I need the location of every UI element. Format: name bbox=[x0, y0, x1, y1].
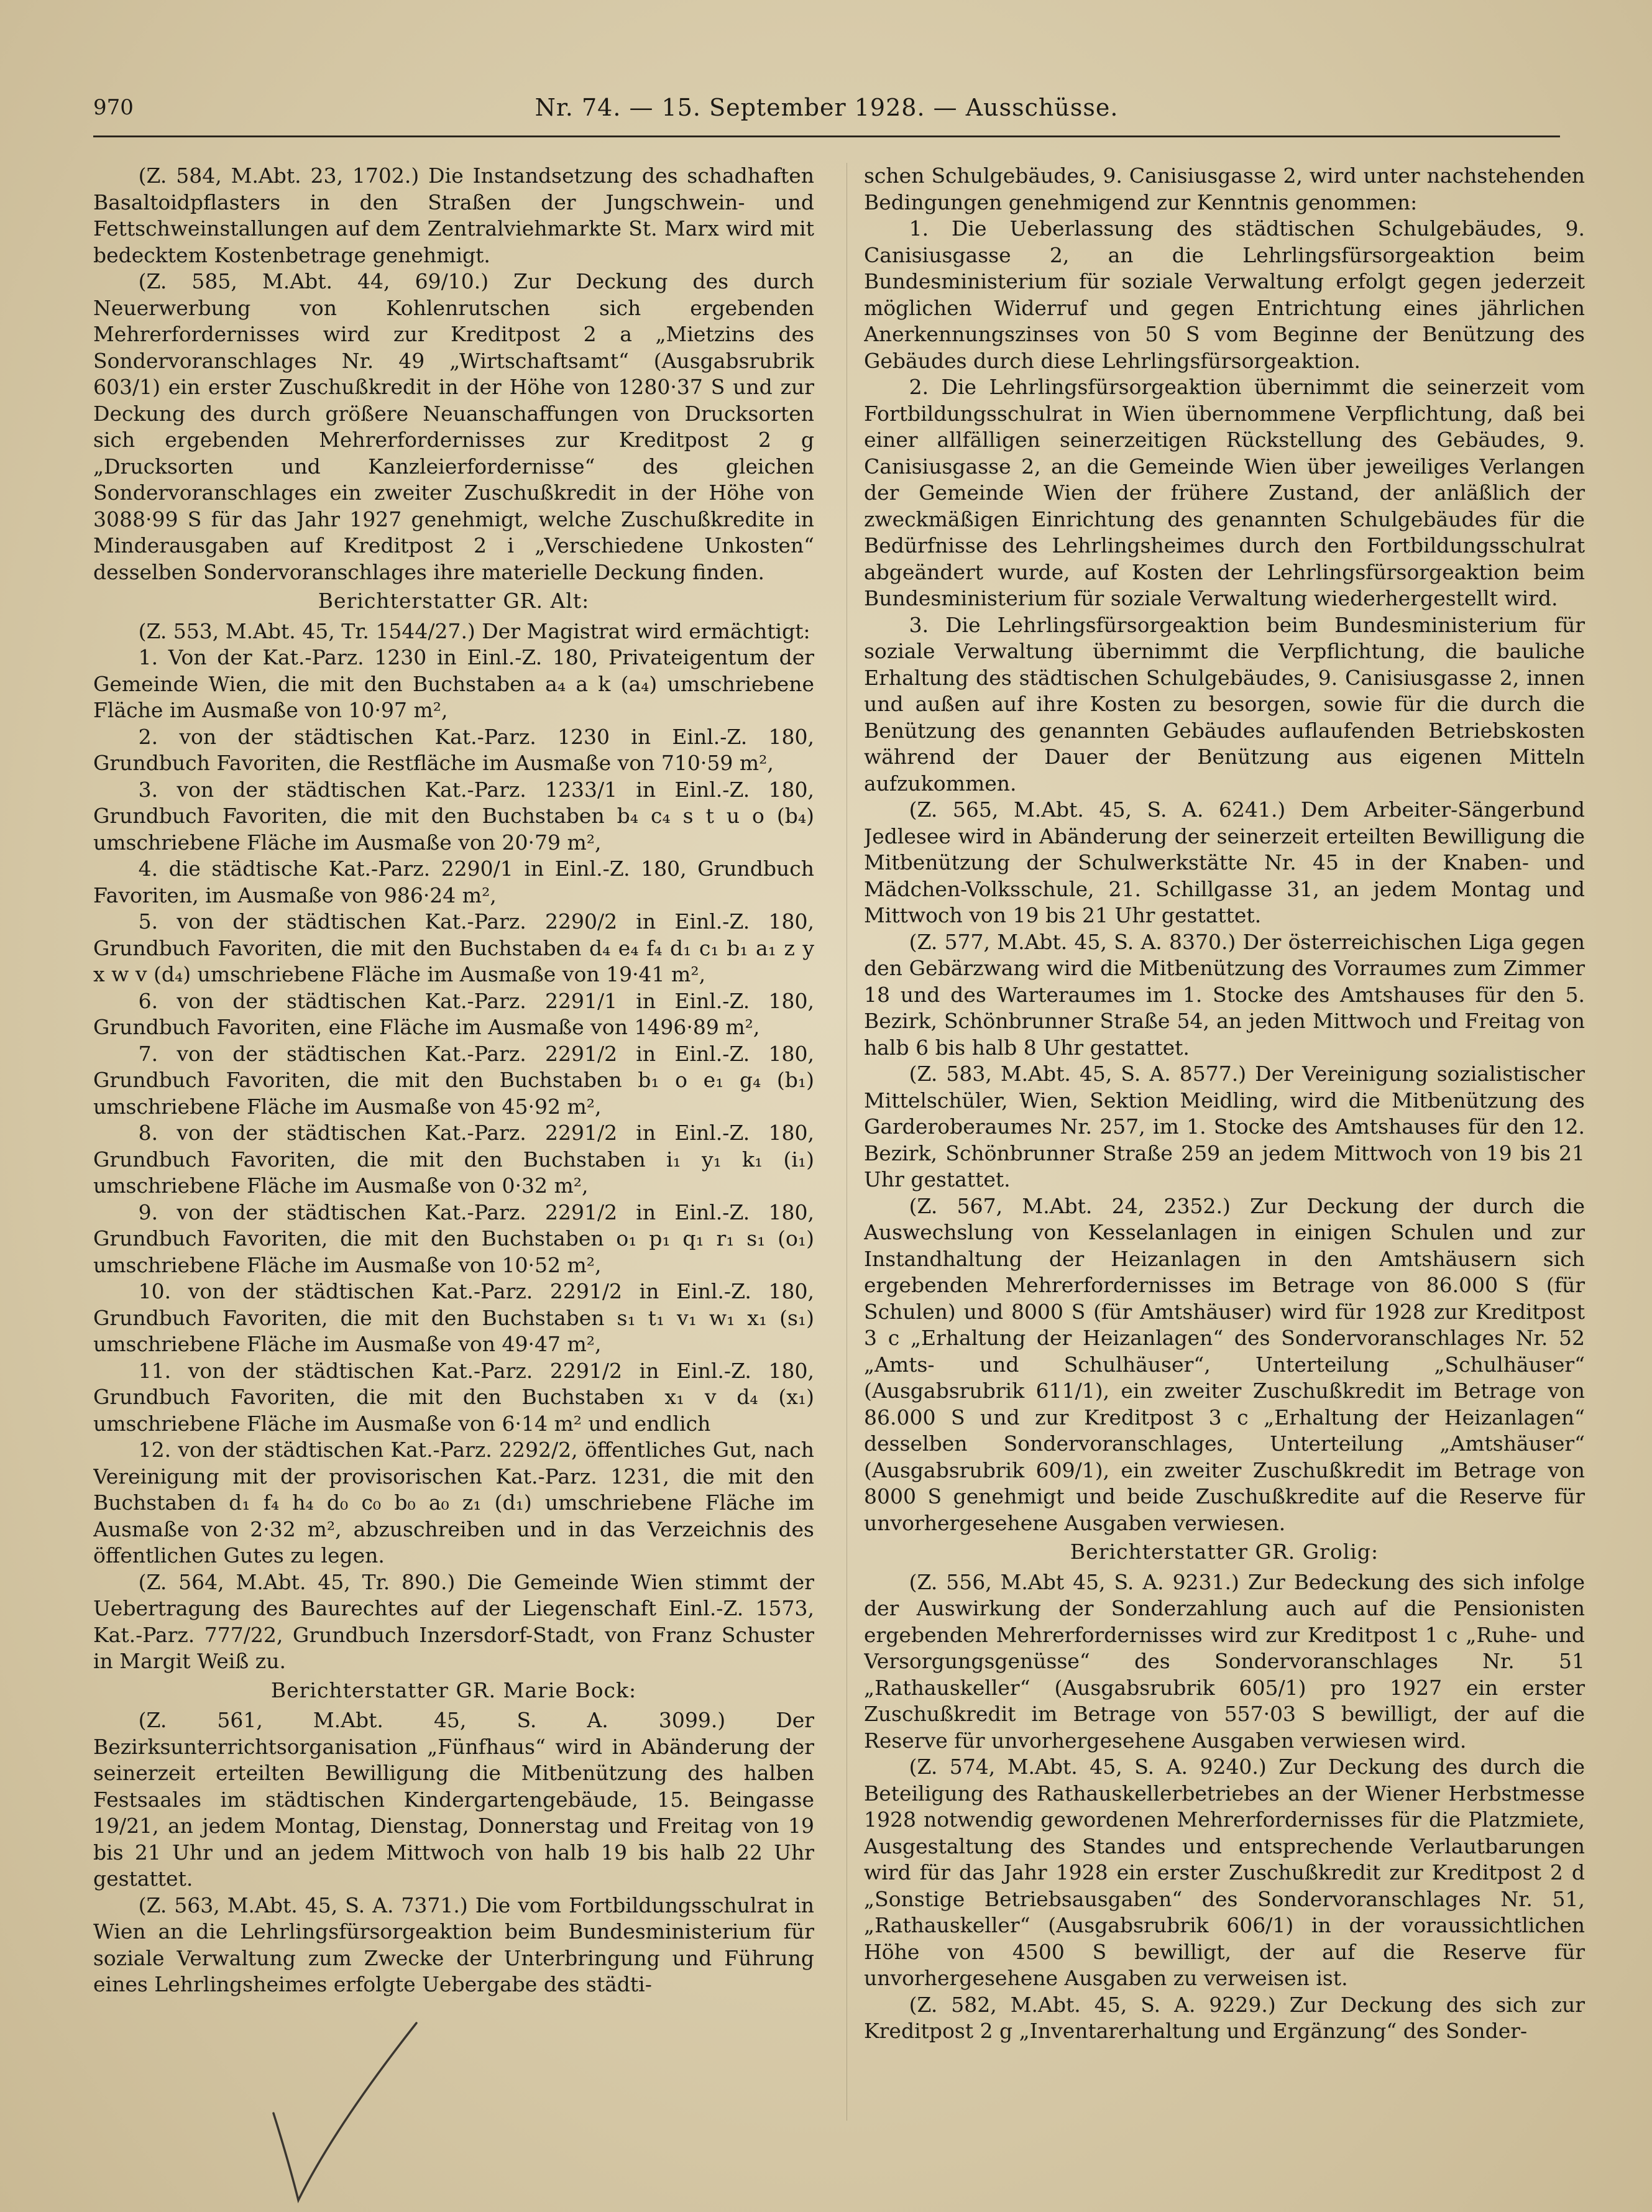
paragraph: (Z. 574, M.Abt. 45, S. A. 9240.) Zur Deckung des durch die Beteiligung des Rathauskellerbetriebes an der Wiener Herbstmesse 1928 notwendig gewordenen Mehrerfordernisses für die Platzmiete, Ausgestaltung des Standes und entsprechende Verlautbarungen wird für das Jahr 1928 ein erster Zuschußkredit zur Kreditpost 2 d „Sonstige Betriebsausgaben“ des Sondervoranschlages Nr. 51, „Rathauskeller“ (Ausgabsrubrik 606/1) in der voraussichtlichen Höhe von 4500 S bewilligt, der auf die Reserve für unvorhergesehene Ausgaben zu verweisen ist. bbox=[864, 1755, 1585, 1990]
page-number: 970 bbox=[93, 95, 134, 120]
paragraph: (Z. 583, M.Abt. 45, S. A. 8577.) Der Vereinigung sozialistischer Mittelschüler, Wien, Sektion Meidling, wird die Mitbenützung des Garderoberaumes Nr. 257, im 1. Stocke des Amtshauses für den 12. Bezirk, Schönbrunner Straße 259 an jedem Mittwoch von 19 bis 21 Uhr gestattet. bbox=[864, 1062, 1585, 1191]
paragraph: (Z. 556, M.Abt 45, S. A. 9231.) Zur Bedeckung des sich infolge der Auswirkung der Sonderzahlung auch auf die Pensionisten ergebenden Mehrerfordernisses wird zur Kreditpost 1 c „Ruhe- und Versorgungsgenüsse“ des Sondervoranschlages Nr. 51 „Rathauskeller“ (Ausgabsrubrik 605/1) pro 1927 ein erster Zuschußkredit im Betrage von 557·03 S bewilligt, der auf die Reserve für unvorhergesehene Ausgaben verwiesen wird. bbox=[864, 1569, 1585, 1753]
paragraph: (Z. 567, M.Abt. 24, 2352.) Zur Deckung der durch die Auswechslung von Kesselanlagen in einigen Schulen und zur Instandhaltung der Heizanlagen in den Amtshäusern sich ergebenden Mehrerfordernisses im Betrage von 86.000 S (für Schulen) und 8000 S (für Amtshäuser) wird für 1928 zur Kreditpost 3 c „Erhaltung der Heizanlagen“ des Sondervoranschlages Nr. 52 „Amts- und Schulhäuser“, Unterteilung „Schulhäuser“ (Ausgabsrubrik 611/1), ein zweiter Zuschußkredit im Betrage von 86.000 S und zur Kreditpost 3 c „Erhaltung der Heizanlagen“ desselben Sondervoranschlages, Unterteilung „Amtshäuser“ (Ausgabsrubrik 609/1), ein zweiter Zuschußkredit im Betrage von 8000 S genehmigt und beide Zuschußkredite auf die Reserve für unvorhergesehene Ausgaben verwiesen. bbox=[864, 1193, 1585, 1535]
running-head bbox=[93, 90, 1560, 134]
paragraph: 2. Die Lehrlingsfürsorgeaktion übernimmt die seinerzeit vom Fortbildungsschulrat in Wien übernommene Verpflichtung, daß bei einer allfälligen seinerzeitigen Rückstellung des Gebäudes, 9. Canisiusgasse 2, an die Gemeinde Wien über jeweiliges Verlangen der Gemeinde Wien der frühere Zustand, der anläßlich der zweckmäßigen Einrichtung des genannten Schulgebäudes für die Bedürfnisse des Lehrlingsheimes durch den Fortbildungsschulrat abgeändert wurde, auf Kosten der Lehrlingsfürsorgeaktion beim Bundesministerium für soziale Verwaltung wiederhergestellt wird. bbox=[864, 375, 1585, 610]
paragraph: 11. von der städtischen Kat.-Parz. 2291/2 in Einl.-Z. 180, Grundbuch Favoriten, die mit den Buchstaben x₁ v d₄ (x₁) umschriebene Fläche im Ausmaße von 6·14 m² und endlich bbox=[93, 1358, 814, 1436]
paragraph-continuation: schen Schulgebäudes, 9. Canisiusgasse 2, wird unter nachstehenden Bedingungen genehmigend zur Kenntnis genommen: bbox=[864, 163, 1585, 214]
paragraph: 7. von der städtischen Kat.-Parz. 2291/2 in Einl.-Z. 180, Grundbuch Favoriten, die mit den Buchstaben b₁ o e₁ g₄ (b₁) umschriebene Fläche im Ausmaße von 45·92 m², bbox=[93, 1041, 814, 1119]
paragraph: 10. von der städtischen Kat.-Parz. 2291/2 in Einl.-Z. 180, Grundbuch Favoriten, die mit den Buchstaben s₁ t₁ v₁ w₁ x₁ (s₁) umschriebene Fläche im Ausmaße von 49·47 m², bbox=[93, 1279, 814, 1356]
paragraph: 12. von der städtischen Kat.-Parz. 2292/2, öffentliches Gut, nach Vereinigung mit der provisorischen Kat.-Parz. 1231, die mit den Buchstaben d₁ f₄ h₄ d₀ c₀ b₀ a₀ z₁ (d₁) umschriebene Fläche im Ausmaße von 2·32 m², abzuschreiben und in das Verzeichnis des öffentlichen Gutes zu legen. bbox=[93, 1438, 814, 1567]
paragraph: (Z. 565, M.Abt. 45, S. A. 6241.) Dem Arbeiter-Sängerbund Jedlesee wird in Abänderung der seinerzeit erteilten Bewilligung die Mitbenützung der Schulwerkstätte Nr. 45 in der Knaben- und Mädchen-Volksschule, 21. Schillgasse 31, an jedem Montag und Mittwoch von 19 bis 21 Uhr gestattet. bbox=[864, 797, 1585, 927]
paragraph: 5. von der städtischen Kat.-Parz. 2290/2 in Einl.-Z. 180, Grundbuch Favoriten, die mit den Buchstaben d₄ e₄ f₄ d₁ c₁ b₁ a₁ z y x w v (d₄) umschriebene Fläche im Ausmaße von 19·41 m², bbox=[93, 909, 814, 986]
paragraph: 6. von der städtischen Kat.-Parz. 2291/1 in Einl.-Z. 180, Grundbuch Favoriten, eine Fläche im Ausmaße von 1496·89 m², bbox=[93, 988, 814, 1039]
paragraph: (Z. 564, M.Abt. 45, Tr. 890.) Die Gemeinde Wien stimmt der Uebertragung des Baurechtes auf der Liegenschaft Einl.-Z. 1573, Kat.-Parz. 777/22, Grundbuch Inzersdorf-Stadt, von Franz Schuster in Margit Weiß zu. bbox=[93, 1569, 814, 1673]
issue-title: Nr. 74. — 15. September 1928. — Ausschüsse. bbox=[535, 94, 1119, 121]
paragraph: 1. Die Ueberlassung des städtischen Schulgebäudes, 9. Canisiusgasse 2, an die Lehrlingsfürsorgeaktion beim Bundesministerium für soziale Verwaltung erfolgt gegen jederzeit möglichen Widerruf und gegen Entrichtung eines jährlichen Anerkennungszinses von 50 S vom Beginne der Benützung des Gebäudes durch diese Lehrlingsfürsorgeaktion. bbox=[864, 216, 1585, 373]
reporter-heading: Berichterstatter GR. Marie Bock: bbox=[270, 1677, 637, 1702]
paragraph: (Z. 585, M.Abt. 44, 69/10.) Zur Deckung des durch Neuerwerbung von Kohlenrutschen sich ergebenden Mehrerfordernisses wird zur Kreditpost 2 a „Mietzins des Sondervoranschlages Nr. 49 „Wirtschaftsamt“ (Ausgabsrubrik 603/1) ein erster Zuschußkredit in der Höhe von 1280·37 S und zur Deckung des durch größere Neuanschaffungen von Drucksorten sich ergebenden Mehrerfordernisses zur Kreditpost 2 g „Drucksorten und Kanzleierfordernisse“ des gleichen Sondervoranschlages ein zweiter Zuschußkredit in der Höhe von 3088·99 S für das Jahr 1927 genehmigt, welche Zuschußkredite in Minderausgaben auf Kreditpost 2 i „Verschiedene Unkosten“ desselben Sondervoranschlages ihre materielle Deckung finden. bbox=[93, 269, 814, 584]
paragraph: (Z. 563, M.Abt. 45, S. A. 7371.) Die vom Fortbildungsschulrat in Wien an die Lehrlingsfürsorgeaktion beim Bundesministerium für soziale Verwaltung zum Zwecke der Unterbringung und Führung eines Lehrlingsheimes erfolgte Uebergabe des städti- bbox=[93, 1893, 814, 1996]
paragraph: 4. die städtische Kat.-Parz. 2290/1 in Einl.-Z. 180, Grundbuch Favoriten, im Ausmaße von 986·24 m², bbox=[93, 856, 814, 907]
reporter-heading: Berichterstatter GR. Alt: bbox=[318, 589, 590, 613]
paragraph: 2. von der städtischen Kat.-Parz. 1230 in Einl.-Z. 180, Grundbuch Favoriten, die Restfläche im Ausmaße von 710·59 m², bbox=[93, 724, 814, 775]
paragraph: 9. von der städtischen Kat.-Parz. 2291/2 in Einl.-Z. 180, Grundbuch Favoriten, die mit den Buchstaben o₁ p₁ q₁ r₁ s₁ (o₁) umschriebene Fläche im Ausmaße von 10·52 m², bbox=[93, 1200, 814, 1277]
header-rule bbox=[93, 135, 1560, 137]
paragraph: (Z. 582, M.Abt. 45, S. A. 9229.) Zur Deckung des sich zur Kreditpost 2 g „Inventarerhaltung und Ergänzung“ des Sonder- bbox=[864, 1992, 1585, 2043]
reporter-heading: Berichterstatter GR. Grolig: bbox=[1070, 1540, 1379, 1564]
paragraph: (Z. 584, M.Abt. 23, 1702.) Die Instandsetzung des schadhaften Basaltoidpflasters in den Straßen der Jungschwein- und Fettschweinstallungen auf dem Zentralviehmarkte St. Marx wird mit bedecktem Kostenbetrage genehmigt. bbox=[93, 163, 814, 267]
left-column bbox=[93, 163, 814, 2170]
paragraph: (Z. 553, M.Abt. 45, Tr. 1544/27.) Der Magistrat wird ermächtigt: bbox=[138, 618, 810, 643]
paragraph: 3. von der städtischen Kat.-Parz. 1233/1 in Einl.-Z. 180, Grundbuch Favoriten, die mit den Buchstaben b₄ c₄ s t u o (b₄) umschriebene Fläche im Ausmaße von 20·79 m², bbox=[93, 777, 814, 855]
right-column bbox=[864, 163, 1585, 2170]
paragraph: (Z. 577, M.Abt. 45, S. A. 8370.) Der österreichischen Liga gegen den Gebärzwang wird die Mitbenützung des Vorraumes zum Zimmer 18 und des Warteraumes im 1. Stocke des Amtshauses für den 5. Bezirk, Schönbrunner Straße 54, an jeden Mittwoch und Freitag von halb 6 bis halb 8 Uhr gestattet. bbox=[864, 929, 1585, 1060]
paragraph: (Z. 561, M.Abt. 45, S. A. 3099.) Der Bezirksunterrichtsorganisation „Fünfhaus“ wird in Abänderung der seinerzeit erteilten Bewilligung die Mitbenützung des halben Festsaales im städtischen Kindergartengebäude, 15. Beingasse 19/21, an jedem Montag, Dienstag, Donnerstag und Freitag von 19 bis 21 Uhr und an jedem Mittwoch von halb 19 bis halb 22 Uhr gestattet. bbox=[93, 1708, 814, 1891]
paragraph: 3. Die Lehrlingsfürsorgeaktion beim Bundesministerium für soziale Verwaltung übernimmt die Verpflichtung, die bauliche Erhaltung des städtischen Schulgebäudes, 9. Canisiusgasse 2, innen und außen auf ihre Kosten zu besorgen, sowie für die durch die Benützung des genannten Gebäudes auflaufenden Betriebskosten während der Dauer der Benützung aus eigenen Mitteln aufzukommen. bbox=[864, 612, 1585, 796]
paragraph: 1. Von der Kat.-Parz. 1230 in Einl.-Z. 180, Privateigentum der Gemeinde Wien, die mit den Buchstaben a₄ a k (a₄) umschriebene Fläche im Ausmaße von 10·97 m², bbox=[93, 645, 814, 722]
paragraph: 8. von der städtischen Kat.-Parz. 2291/2 in Einl.-Z. 180, Grundbuch Favoriten, die mit den Buchstaben i₁ y₁ k₁ (i₁) umschriebene Fläche im Ausmaße von 0·32 m², bbox=[93, 1121, 814, 1198]
pencil-checkmark-icon bbox=[261, 2020, 423, 2206]
